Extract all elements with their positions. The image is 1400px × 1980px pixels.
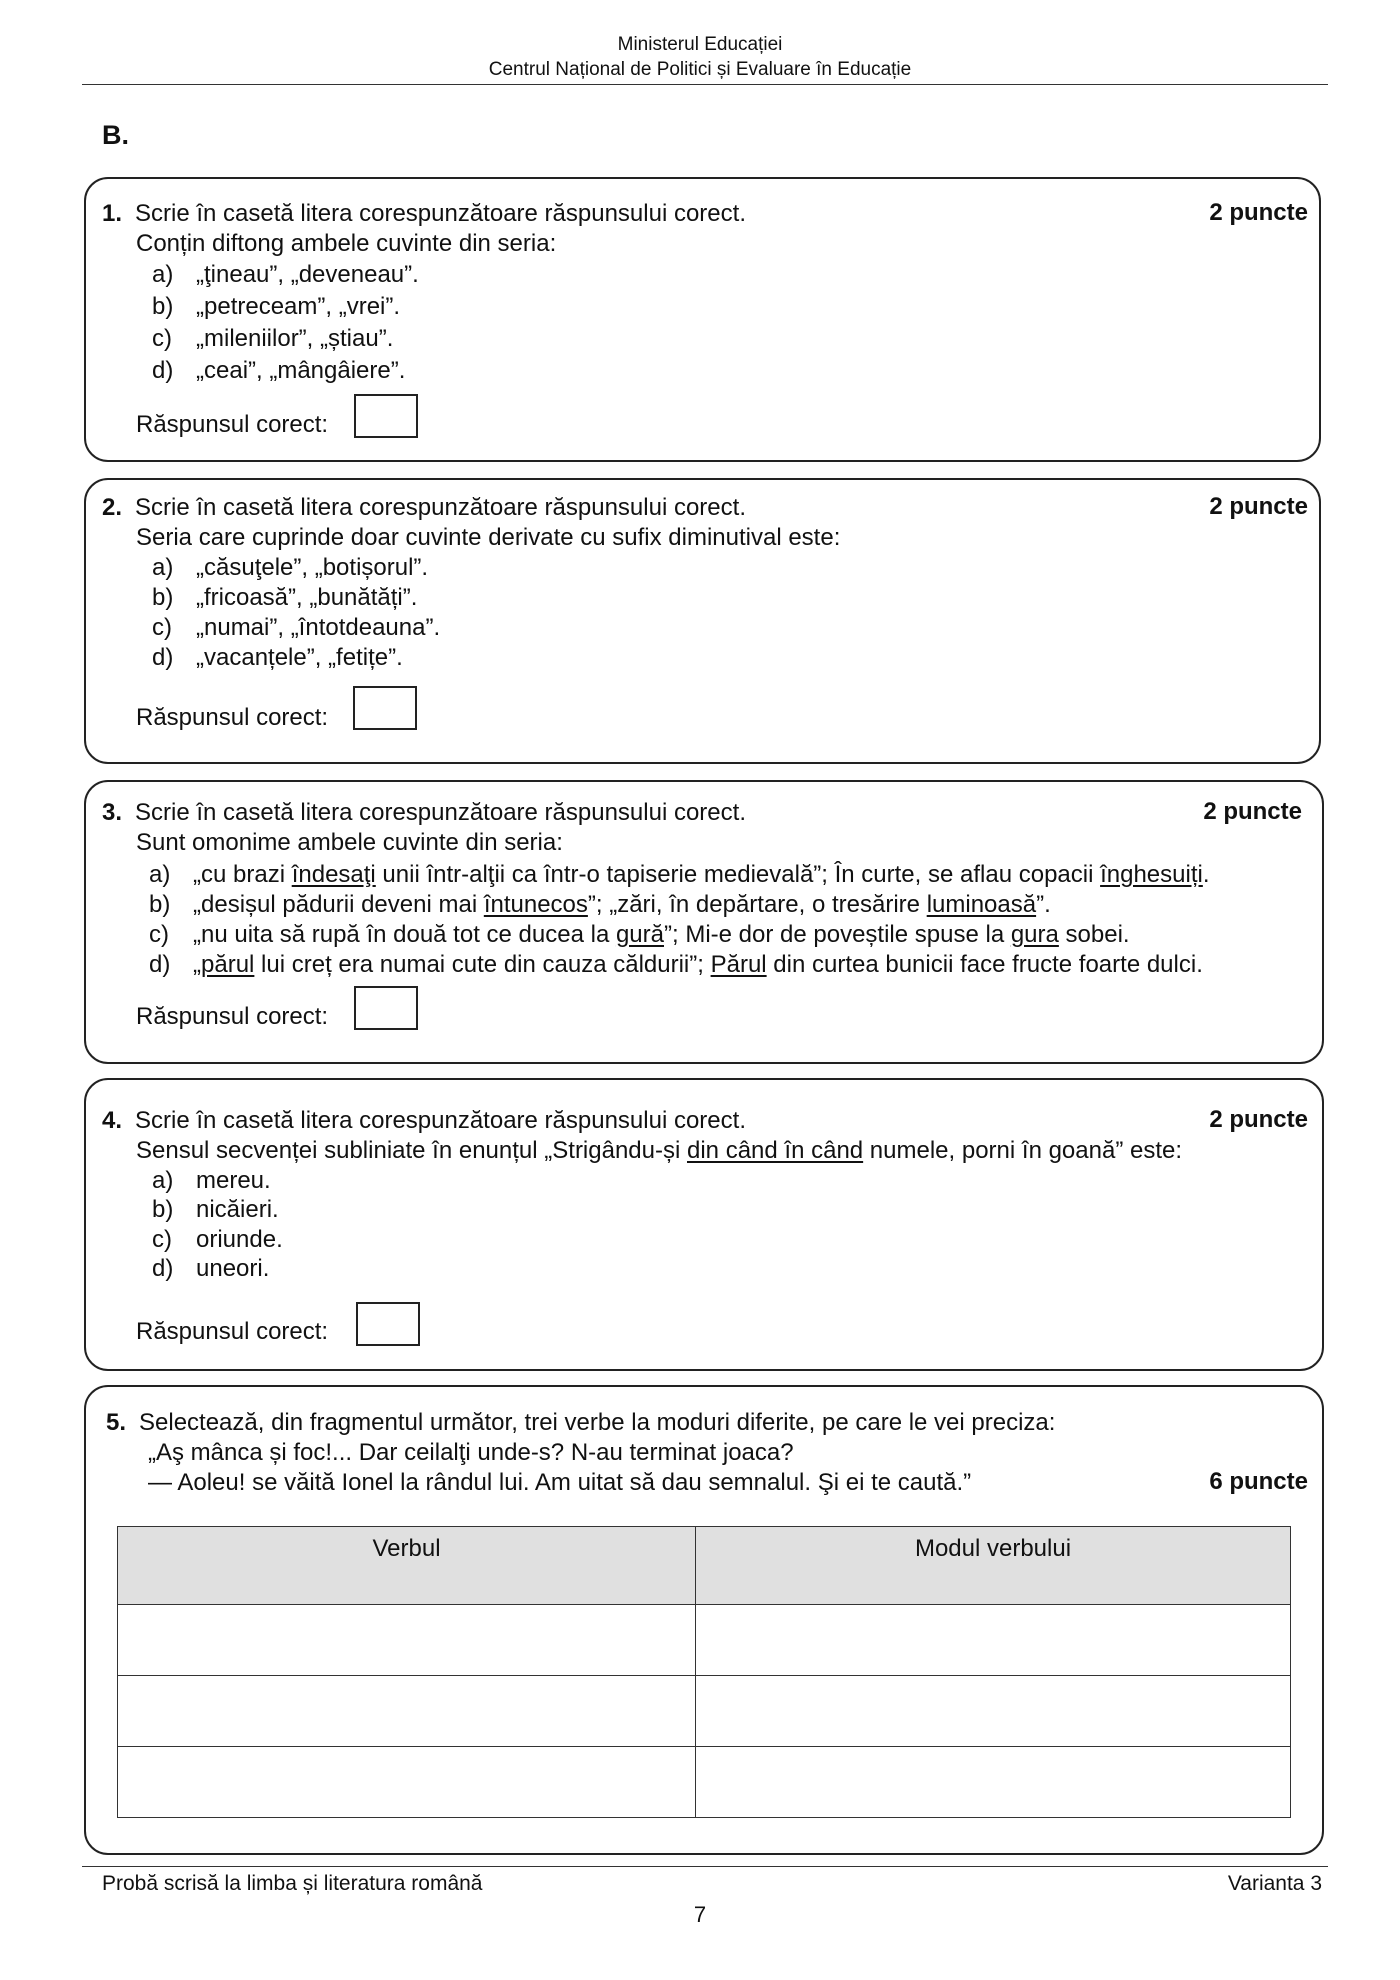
question-2-option-c: c) „numai”, „întotdeauna”. (152, 614, 441, 641)
question-4-instruction: 4. Scrie în casetă litera corespunzătoare răspunsului corect. (102, 1107, 746, 1134)
table-header-verb: Verbul (118, 1527, 696, 1605)
question-1-instruction: 1. Scrie în casetă litera corespunzătoare răspunsului corect. (102, 200, 746, 227)
question-3-answer-box[interactable] (354, 986, 418, 1030)
footer-variant: Varianta 3 (1227, 1872, 1322, 1895)
question-2-answer-box[interactable] (353, 686, 417, 730)
question-3-answer-label: Răspunsul corect: (136, 1003, 329, 1030)
question-1-points: 2 puncte (1209, 199, 1308, 226)
footer-exam-title: Probă scrisă la limba și literatura română (102, 1872, 483, 1895)
mood-cell[interactable] (696, 1676, 1291, 1747)
question-4-option-a: a) mereu. (152, 1167, 271, 1194)
question-2-points: 2 puncte (1209, 493, 1308, 520)
question-3-prompt: Sunt omonime ambele cuvinte din seria: (136, 829, 563, 856)
question-number: 4. (102, 1107, 123, 1134)
table-header-row (118, 1527, 1291, 1605)
question-4-prompt: Sensul secvenței subliniate în enunțul „Strigându-și din când în când numele, porni în goană” este: (136, 1137, 1183, 1164)
question-1-option-a: a) „ţineau”, „deveneau”. (152, 261, 419, 288)
question-1-answer-box[interactable] (354, 394, 418, 438)
question-number: 1. (102, 200, 123, 227)
question-2-option-d: d) „vacanțele”, „fetițe”. (152, 644, 403, 671)
verb-answer-table (117, 1526, 1291, 1818)
question-number: 3. (102, 799, 123, 826)
question-3-option-a: a) „cu brazi îndesaţi unii într-alţii ca într-o tapiserie medievală”; În curte, se aflau copacii înghesuiți. (149, 861, 1210, 888)
section-label: B. (102, 120, 129, 150)
question-5-points: 6 puncte (1209, 1468, 1308, 1495)
question-4-answer-box[interactable] (356, 1302, 420, 1346)
question-2-option-b: b) „fricoasă”, „bunătăți”. (152, 584, 418, 611)
verb-cell[interactable] (118, 1676, 696, 1747)
question-5-quote-line-1: „Aş mânca și foc!... Dar ceilalţi unde-s? N-au terminat joaca? (148, 1439, 794, 1466)
question-3-instruction: 3. Scrie în casetă litera corespunzătoare răspunsului corect. (102, 799, 746, 826)
question-5-quote-line-2: — Aoleu! se văită Ionel la rândul lui. Am uitat să dau semnalul. Şi ei te caută.” (148, 1469, 972, 1496)
question-1-option-d: d) „ceai”, „mângâiere”. (152, 357, 406, 384)
question-4-points: 2 puncte (1209, 1106, 1308, 1133)
question-2-option-a: a) „căsuţele”, „botișorul”. (152, 554, 429, 581)
page-number: 7 (693, 1902, 707, 1927)
question-4-option-d: d) uneori. (152, 1255, 270, 1282)
question-number: 5. (106, 1409, 127, 1436)
table-row (118, 1747, 1291, 1818)
question-4-option-b: b) nicăieri. (152, 1196, 279, 1223)
footer-divider (82, 1866, 1328, 1867)
header-ministry: Ministerul Educației (617, 34, 783, 55)
question-2-instruction: 2. Scrie în casetă litera corespunzătoare răspunsului corect. (102, 494, 746, 521)
table-row (118, 1605, 1291, 1676)
header-divider (82, 84, 1328, 85)
verb-cell[interactable] (118, 1747, 696, 1818)
question-1-answer-label: Răspunsul corect: (136, 411, 329, 438)
question-3-option-c: c) „nu uita să rupă în două tot ce ducea la gură”; Mi-e dor de poveștile spuse la gura sobei. (149, 921, 1130, 948)
mood-cell[interactable] (696, 1605, 1291, 1676)
question-1-option-c: c) „mileniilor”, „știau”. (152, 325, 394, 352)
question-3-option-d: d) „părul lui creț era numai cute din cauza căldurii”; Părul din curtea bunicii face fructe foarte dulci. (149, 951, 1203, 978)
mood-cell[interactable] (696, 1747, 1291, 1818)
question-5-instruction: 5. Selectează, din fragmentul următor, trei verbe la moduri diferite, pe care le vei preciza: (106, 1409, 1056, 1436)
question-2-answer-label: Răspunsul corect: (136, 704, 329, 731)
header-center: Centrul Național de Politici și Evaluare în Educație (488, 59, 912, 80)
question-4-option-c: c) oriunde. (152, 1226, 283, 1253)
question-1-option-b: b) „petreceam”, „vrei”. (152, 293, 401, 320)
verb-cell[interactable] (118, 1605, 696, 1676)
table-row (118, 1676, 1291, 1747)
table-header-mood: Modul verbului (696, 1527, 1291, 1605)
question-1-prompt: Conțin diftong ambele cuvinte din seria: (136, 230, 557, 257)
question-3-points: 2 puncte (1203, 798, 1302, 825)
question-4-answer-label: Răspunsul corect: (136, 1318, 329, 1345)
question-2-prompt: Seria care cuprinde doar cuvinte derivate cu sufix diminutival este: (136, 524, 841, 551)
question-number: 2. (102, 494, 123, 521)
question-3-option-b: b) „desișul pădurii deveni mai întunecos”; „zări, în depărtare, o tresărire luminoasă”. (149, 891, 1051, 918)
